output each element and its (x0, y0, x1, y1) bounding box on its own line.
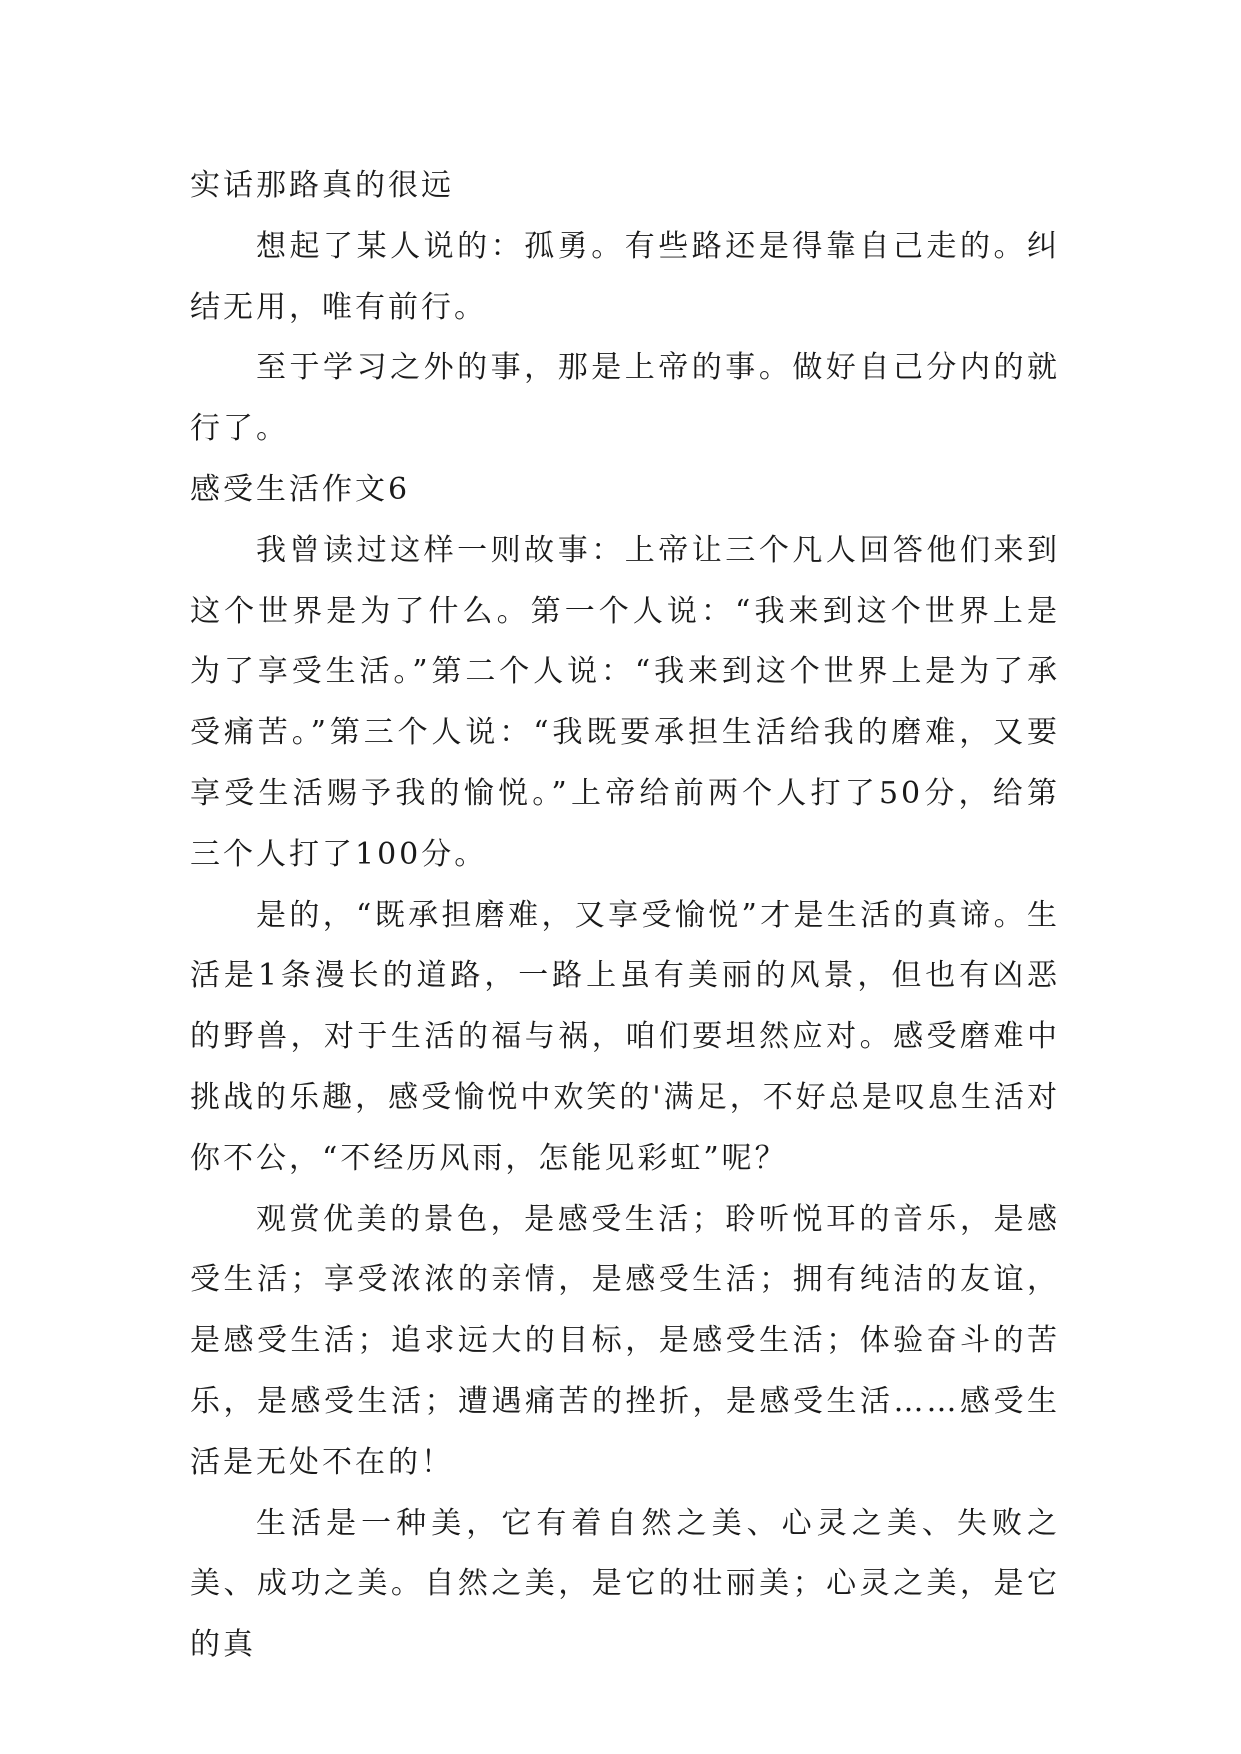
paragraph: 至于学习之外的事，那是上帝的事。做好自己分内的就行了。 (190, 350, 1060, 447)
continued-line: 实话那路真的很远 (190, 168, 454, 203)
paragraph: 观赏优美的景色，是感受生活；聆听悦耳的音乐，是感受生活；享受浓浓的亲情，是感受生活；拥有纯洁的友谊，是感受生活；追求远大的目标，是感受生活；体验奋斗的苦乐，是感受生活；遭遇痛苦的挫折，是感受生活……感受生活是无处不在的！ (190, 1201, 1060, 1480)
essay-heading: 感受生活作文6 (190, 471, 411, 507)
paragraph: 我曾读过这样一则故事：上帝让三个凡人回答他们来到这个世界是为了什么。第一个人说：“我来到这个世界上是为了享受生活。”第二个人说：“我来到这个世界上是为了承受痛苦。”第三个人说：“我既要承担生活给我的磨难，又要享受生活赐予我的愉悦。”上帝给前两个人打了50分，给第三个人打了100分。 (190, 532, 1060, 872)
paragraph: 是的，“既承担磨难，又享受愉悦”才是生活的真谛。生活是1条漫长的道路，一路上虽有美丽的风景，但也有凶恶的野兽，对于生活的福与祸，咱们要坦然应对。感受磨难中挑战的乐趣，感受愉悦中欢笑的'满足，不好总是叹息生活对你不公，“不经历风雨，怎能见彩虹”呢？ (190, 897, 1060, 1176)
paragraph: 生活是一种美，它有着自然之美、心灵之美、失败之美、成功之美。自然之美，是它的壮丽美；心灵之美，是它的真 (190, 1505, 1060, 1663)
paragraph: 想起了某人说的：孤勇。有些路还是得靠自己走的。纠结无用，唯有前行。 (190, 228, 1060, 325)
document-body (190, 156, 1060, 1676)
